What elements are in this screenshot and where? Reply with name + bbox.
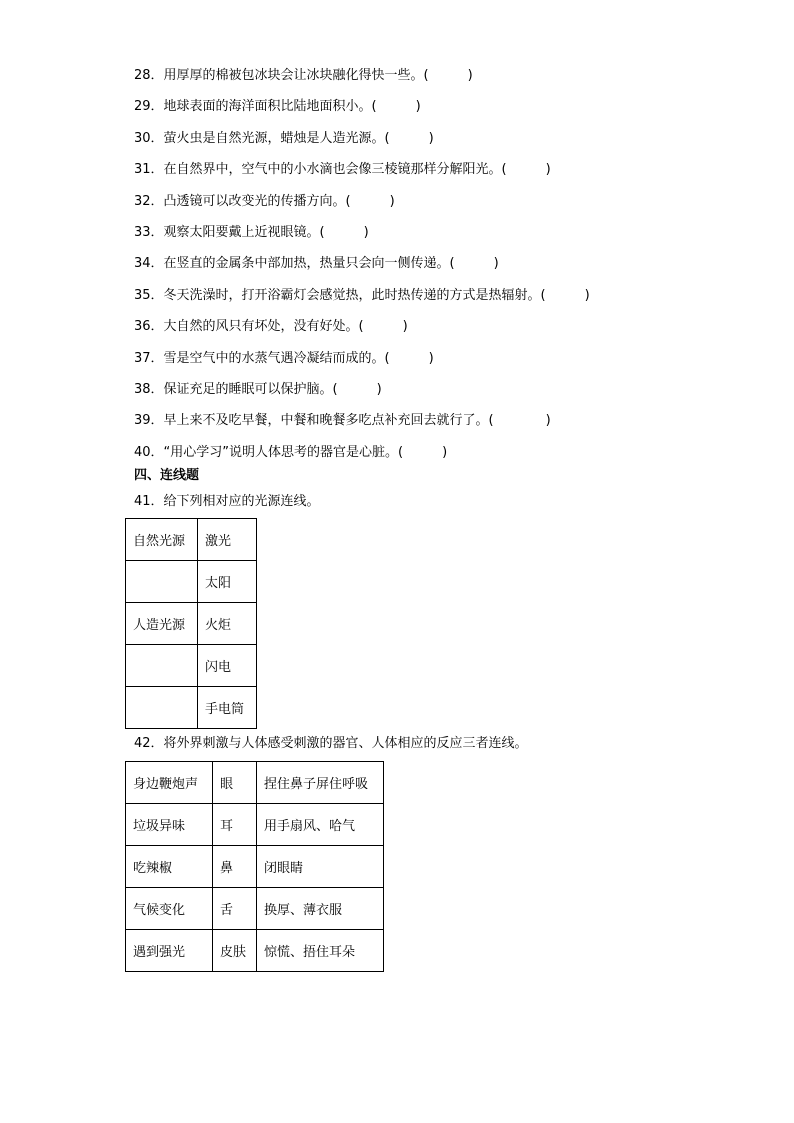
- category-cell: 自然光源: [126, 519, 198, 561]
- question-38: 38．保证充足的睡眠可以保护脑。( ): [134, 381, 382, 397]
- light-source-match-table: [125, 518, 257, 729]
- question-42-prompt: 42．将外界刺激与人体感受刺激的器官、人体相应的反应三者连线。: [134, 736, 528, 751]
- table-row: [126, 888, 384, 930]
- organ-cell: 耳: [213, 804, 257, 846]
- table-row: [126, 561, 257, 603]
- true-false-question-list: [134, 63, 774, 471]
- item-cell: 火炬: [198, 603, 257, 645]
- question-31: 31．在自然界中，空气中的小水滴也会像三棱镜那样分解阳光。( ): [134, 162, 551, 178]
- organ-cell: 眼: [213, 762, 257, 804]
- reaction-cell: 换厚、薄衣服: [257, 888, 384, 930]
- organ-cell: 舌: [213, 888, 257, 930]
- item-cell: 手电筒: [198, 687, 257, 729]
- question-35: 35．冬天洗澡时，打开浴霸灯会感觉热，此时热传递的方式是热辐射。( ): [134, 287, 590, 303]
- question-41-prompt: 41．给下列相对应的光源连线。: [134, 494, 320, 509]
- table-row: [126, 804, 384, 846]
- stimulus-cell: 气候变化: [126, 888, 213, 930]
- stimulus-cell: 身边鞭炮声: [126, 762, 213, 804]
- organ-cell: 鼻: [213, 846, 257, 888]
- stimulus-cell: 遇到强光: [126, 930, 213, 972]
- stimulus-cell: 吃辣椒: [126, 846, 213, 888]
- reaction-cell: 惊慌、捂住耳朵: [257, 930, 384, 972]
- category-cell: [126, 687, 198, 729]
- question-33: 33．观察太阳要戴上近视眼镜。( ): [134, 224, 369, 240]
- item-cell: 闪电: [198, 645, 257, 687]
- stimulus-organ-reaction-table: [125, 761, 384, 972]
- question-37: 37．雪是空气中的水蒸气遇冷凝结而成的。( ): [134, 350, 434, 366]
- table-row: [126, 687, 257, 729]
- table-row: [126, 519, 257, 561]
- item-cell: 太阳: [198, 561, 257, 603]
- question-34: 34．在竖直的金属条中部加热，热量只会向一侧传递。( ): [134, 256, 499, 272]
- question-30: 30．萤火虫是自然光源，蜡烛是人造光源。( ): [134, 130, 434, 146]
- category-cell: [126, 561, 198, 603]
- question-32: 32．凸透镜可以改变光的传播方向。( ): [134, 193, 395, 209]
- item-cell: 激光: [198, 519, 257, 561]
- table-row: [126, 930, 384, 972]
- category-cell: [126, 645, 198, 687]
- question-28: 28．用厚厚的棉被包冰块会让冰块融化得快一些。( ): [134, 68, 473, 83]
- stimulus-cell: 垃圾异味: [126, 804, 213, 846]
- category-cell: 人造光源: [126, 603, 198, 645]
- question-39: 39．早上来不及吃早餐，中餐和晚餐多吃点补充回去就行了。( ): [134, 413, 551, 429]
- reaction-cell: 闭眼睛: [257, 846, 384, 888]
- reaction-cell: 捏住鼻子屏住呼吸: [257, 762, 384, 804]
- table-row: [126, 846, 384, 888]
- question-29: 29．地球表面的海洋面积比陆地面积小。( ): [134, 99, 421, 115]
- reaction-cell: 用手扇风、哈气: [257, 804, 384, 846]
- table-row: [126, 645, 257, 687]
- table-row: [126, 603, 257, 645]
- section-title-matching: 四、连线题: [134, 468, 200, 483]
- question-40: 40．“用心学习”说明人体思考的器官是心脏。( ): [134, 444, 448, 460]
- question-36: 36．大自然的风只有坏处，没有好处。( ): [134, 319, 408, 335]
- table-row: [126, 762, 384, 804]
- organ-cell: 皮肤: [213, 930, 257, 972]
